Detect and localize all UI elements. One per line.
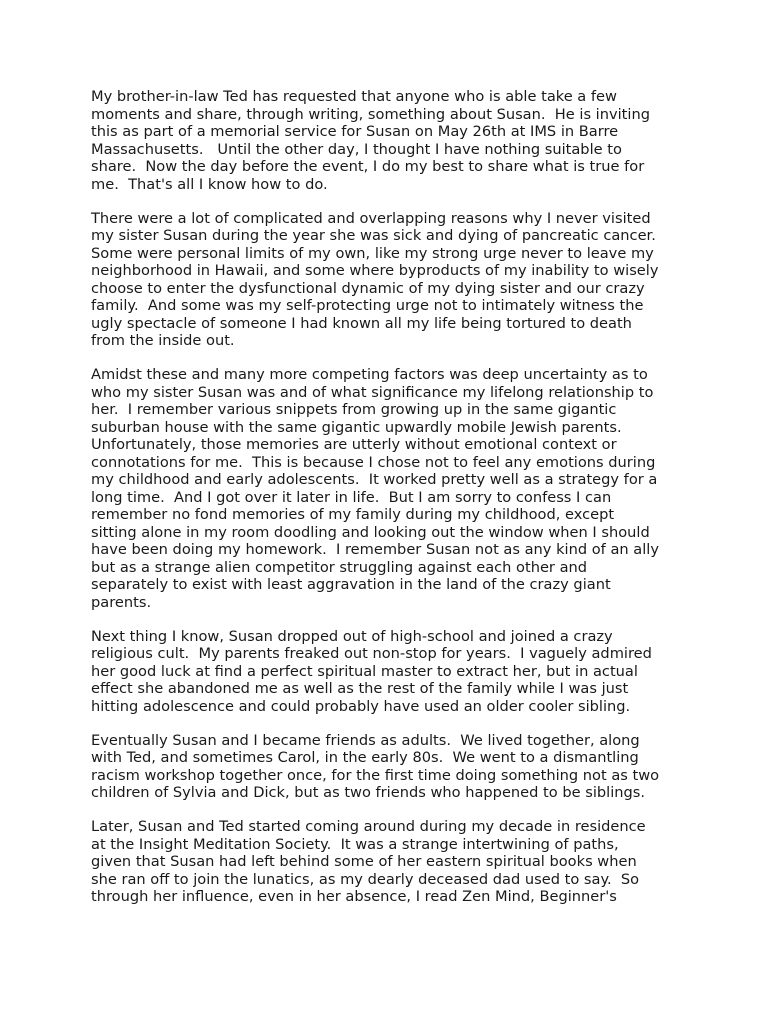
paragraph-reasons: There were a lot of complicated and overlapping reasons why I never visited my sister Susan during the year she was sick and dying of pancreatic cancer. Some were personal limits of my own, like my strong urge never to leave my neighborhood in Hawaii, and some where byproducts of my inability to wisely choose to enter the dysfunctional dynamic of my dying sister and our crazy family. And some was my self-protecting urge not to intimately witness the ugly spectacle of someone I had known all my life being tortured to death from the inside out. <box>91 209 659 349</box>
paragraph-intro: My brother-in-law Ted has requested that anyone who is able take a few moments and share, through writing, something about Susan. He is inviting this as part of a memorial service for Susan on May 26th at IMS in Barre Massachusetts. Until the other day, I thought I have nothing suitable to share. Now the day before the event, I do my best to share what is true for me. That's all I know how to do. <box>91 88 650 193</box>
paragraph-ims: Later, Susan and Ted started coming around during my decade in residence at the Insight Meditation Society. It was a strange intertwining of paths, given that Susan had left behind some of her eastern spiritual books when she ran off to join the lunatics, as my dearly deceased dad used to say. So through her influence, even in her absence, I read Zen Mind, Beginner's <box>91 818 646 905</box>
paragraph-childhood: Amidst these and many more competing factors was deep uncertainty as to who my sister Susan was and of what significance my lifelong relationship to her. I remember various snippets from growing up in the same gigantic suburban house with the same gigantic upwardly mobile Jewish parents. Unfortunately, those memories are utterly without emotional context or connotations for me. This is because I chose not to feel any emotions during my childhood and early adolescents. It worked pretty well as a strategy for a long time. And I got over it later in life. But I am sorry to confess I can remember no fond memories of my family during my childhood, except sitting alone in my room doodling and looking out the window when I should have been doing my homework. I remember Susan not as any kind of an ally but as a strange alien competitor struggling against each other and separately to exist with least aggravation in the land of the crazy giant parents. <box>91 366 659 611</box>
paragraph-cult: Next thing I know, Susan dropped out of high-school and joined a crazy religious cult. My parents freaked out non-stop for years. I vaguely admired her good luck at find a perfect spiritual master to extract her, but in actual effect she abandoned me as well as the rest of the family while I was just hitting adolescence and could probably have used an older cooler sibling. <box>91 627 652 715</box>
paragraph-adults: Eventually Susan and I became friends as adults. We lived together, along with Ted, and sometimes Carol, in the early 80s. We went to a dismantling racism workshop together once, for the first time doing something not as two children of Sylvia and Dick, but as two friends who happened to be siblings. <box>91 731 660 801</box>
